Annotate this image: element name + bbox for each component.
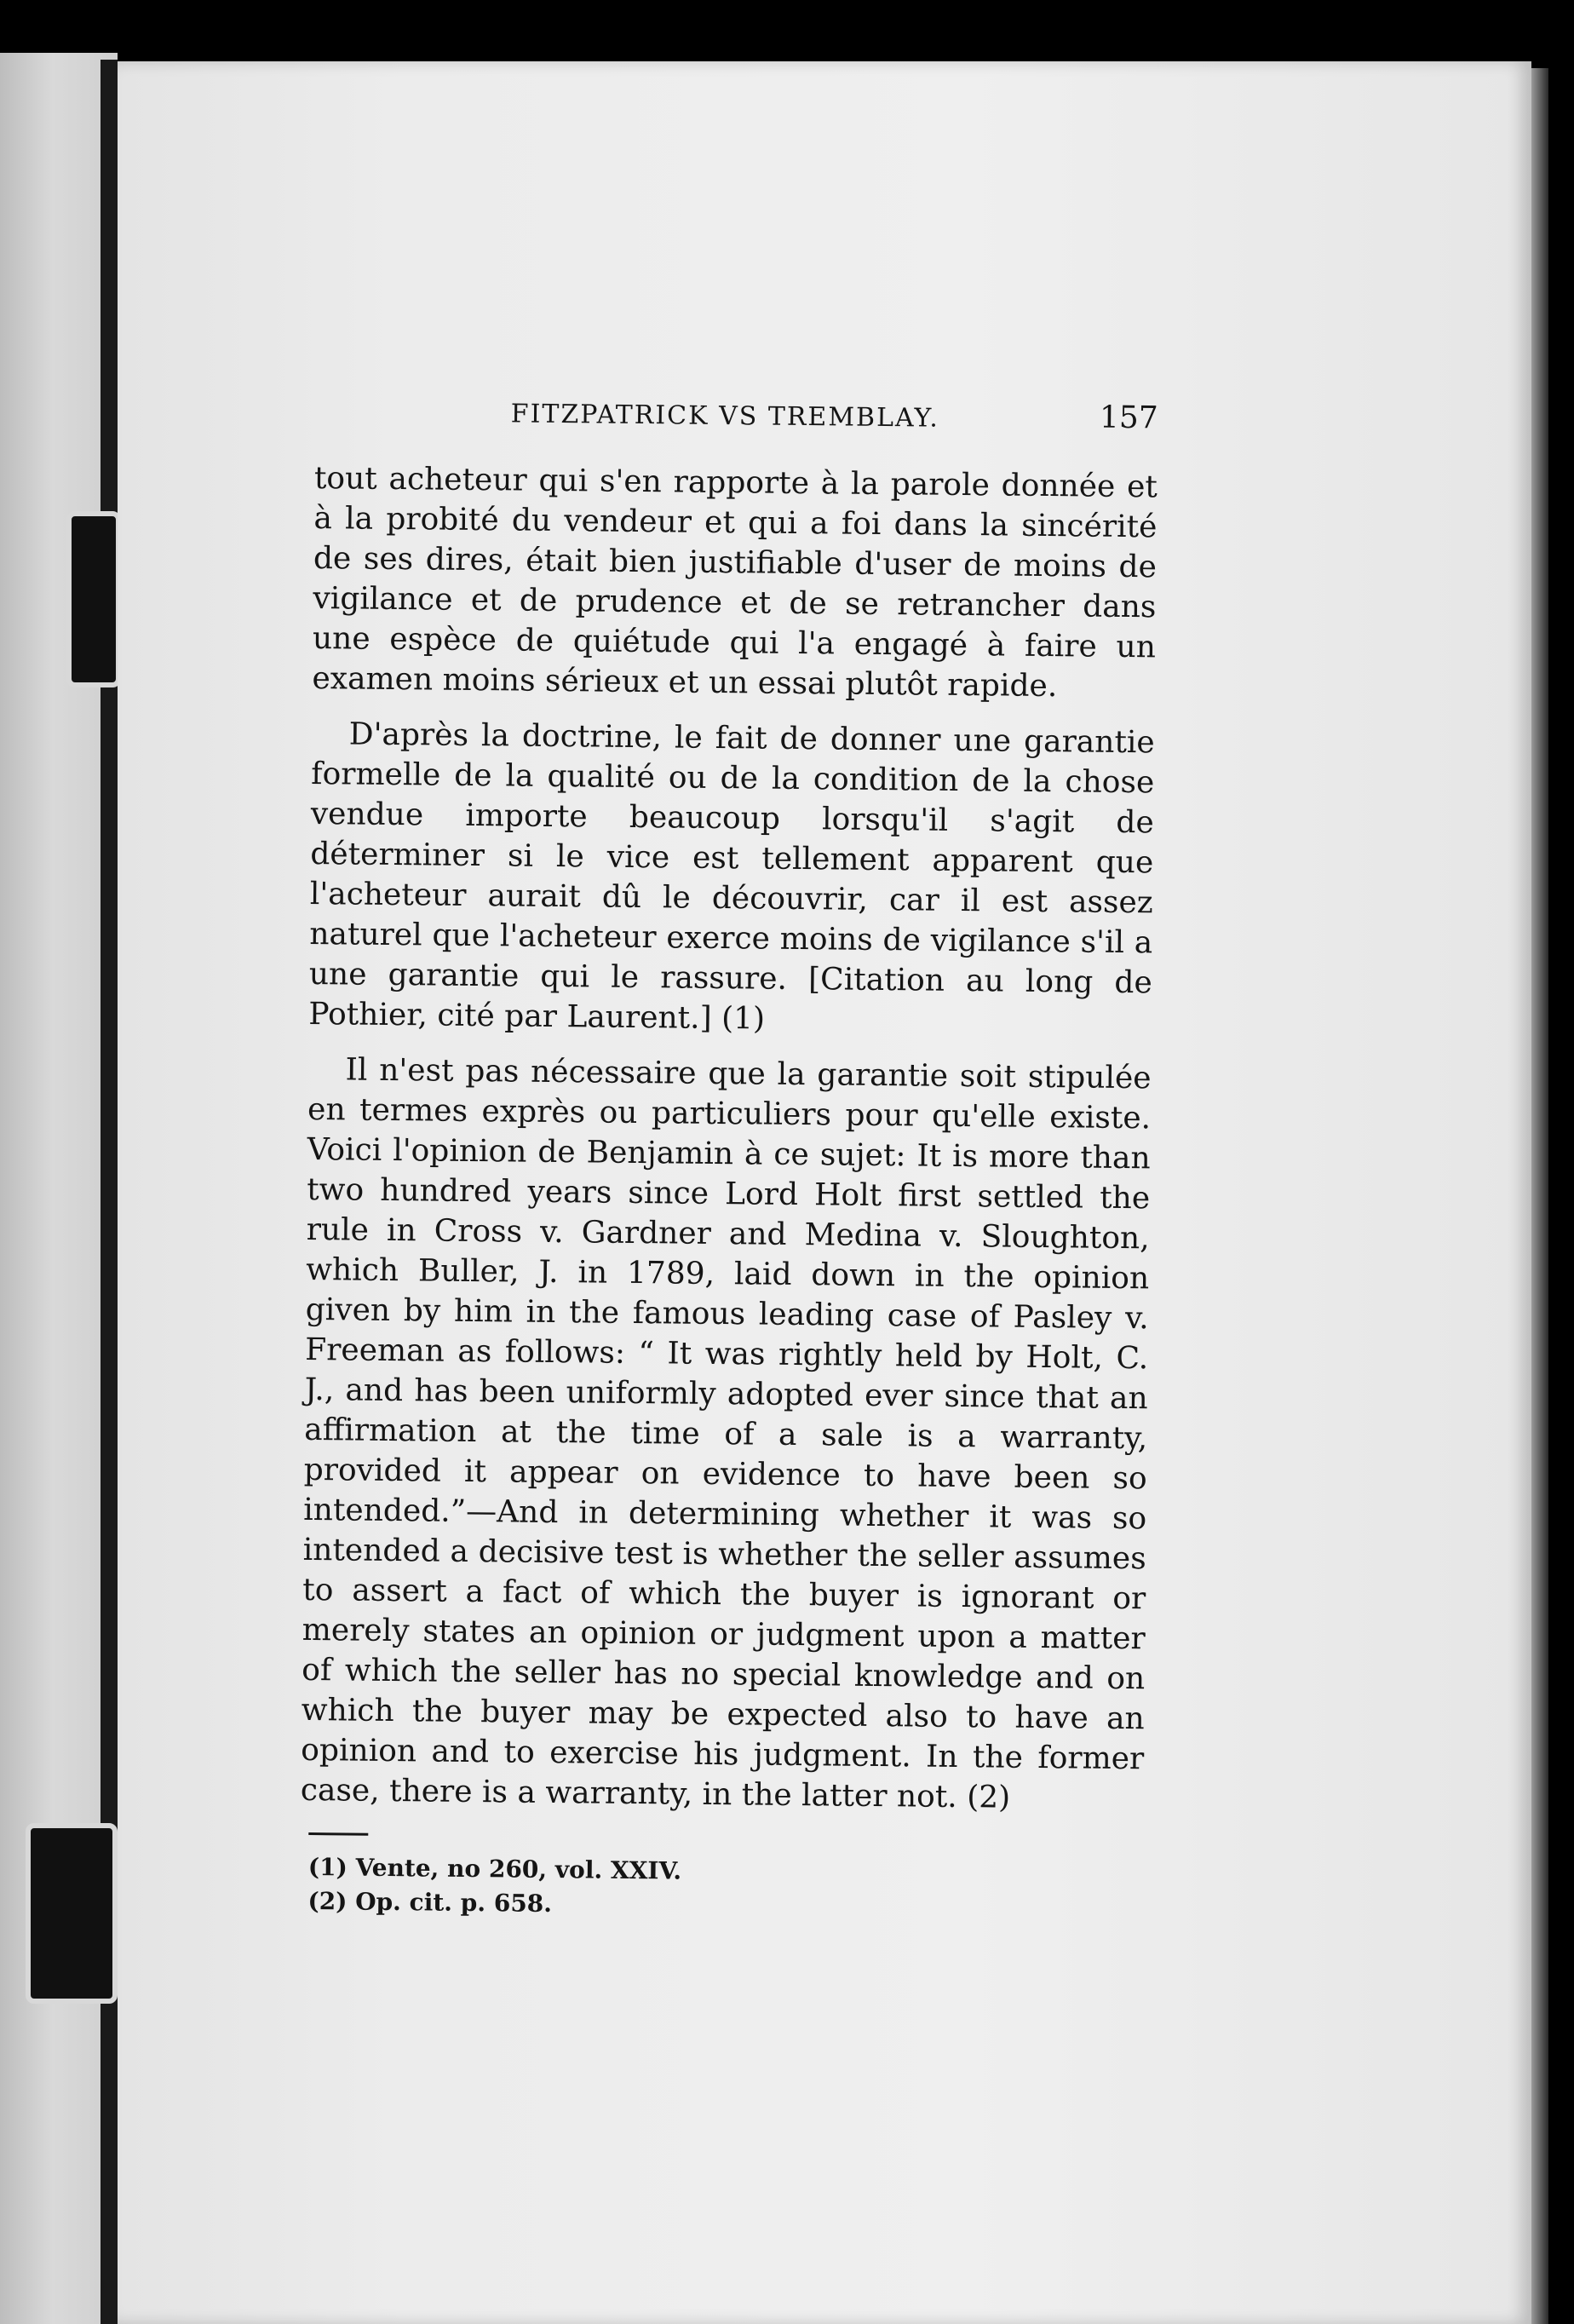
- footnote-2: (2) Op. cit. p. 658.: [307, 1887, 553, 1918]
- binding-clip-top: [66, 511, 121, 687]
- page-edge-right: [1531, 68, 1548, 2324]
- footnote-rule: [308, 1832, 368, 1836]
- binding-clip-bottom: [26, 1823, 118, 2004]
- page-text: [299, 392, 1158, 1927]
- paragraph-1: tout acheteur qui s'en rapporte à la parole donnée et à la probité du vendeur et qui a foi dans la sincérité de ses dires, était bien justifiable d'user de moins de vigilance et de prudence et de se retrancher dans une espèce de quiétude qui l'a engagé à faire un examen moins sérieux et un essai plutôt rapide.: [312, 460, 1158, 705]
- paragraph-3: Il n'est pas nécessaire que la garantie soit stipulée en termes exprès ou particuliers pour qu'elle existe. Voici l'opinion de Benjamin à ce sujet: It is more than two hundred years since Lord Holt first settled the rule in Cross v. Gardner and Medina v. Sloughton, which Buller, J. in 1789, laid down in the opinion given by him in the famous leading case of Pasley v. Freeman as follows: “ It was rightly held by Holt, C. J., and has been uniformly adopted ever since that an affirmation at the time of a sale is a warranty, provided it appear on evidence to have been so intended.”—And in determining whether it was so intended a decisive test is whether the seller assumes to assert a fact of which the buyer is ignorant or merely states an opinion or judgment upon a matter of which the seller has no special knowledge and on which the buyer may be expected also to have an opinion and to exercise his judgment. In the former case, there is a warranty, in the latter not. (2): [300, 1052, 1152, 1815]
- running-head: [314, 392, 1158, 452]
- running-head-title: FITZPATRICK VS TREMBLAY.: [510, 399, 940, 434]
- paragraph-2: D'après la doctrine, le fait de donner une garantie formelle de la qualité ou de la condition de la chose vendue importe beaucoup lorsqu'il s'agit de déterminer si le vice est tellement apparent que l'acheteur aurait dû le découvrir, car il est assez naturel que l'acheteur exerce moins de vigilance s'il a une garantie qui le rassure. [Citation au long de Pothier, cité par Laurent.] (1): [308, 716, 1155, 1037]
- footnote-1: (1) Vente, no 260, vol. XXIV.: [307, 1853, 682, 1885]
- page-number: 157: [1099, 400, 1158, 436]
